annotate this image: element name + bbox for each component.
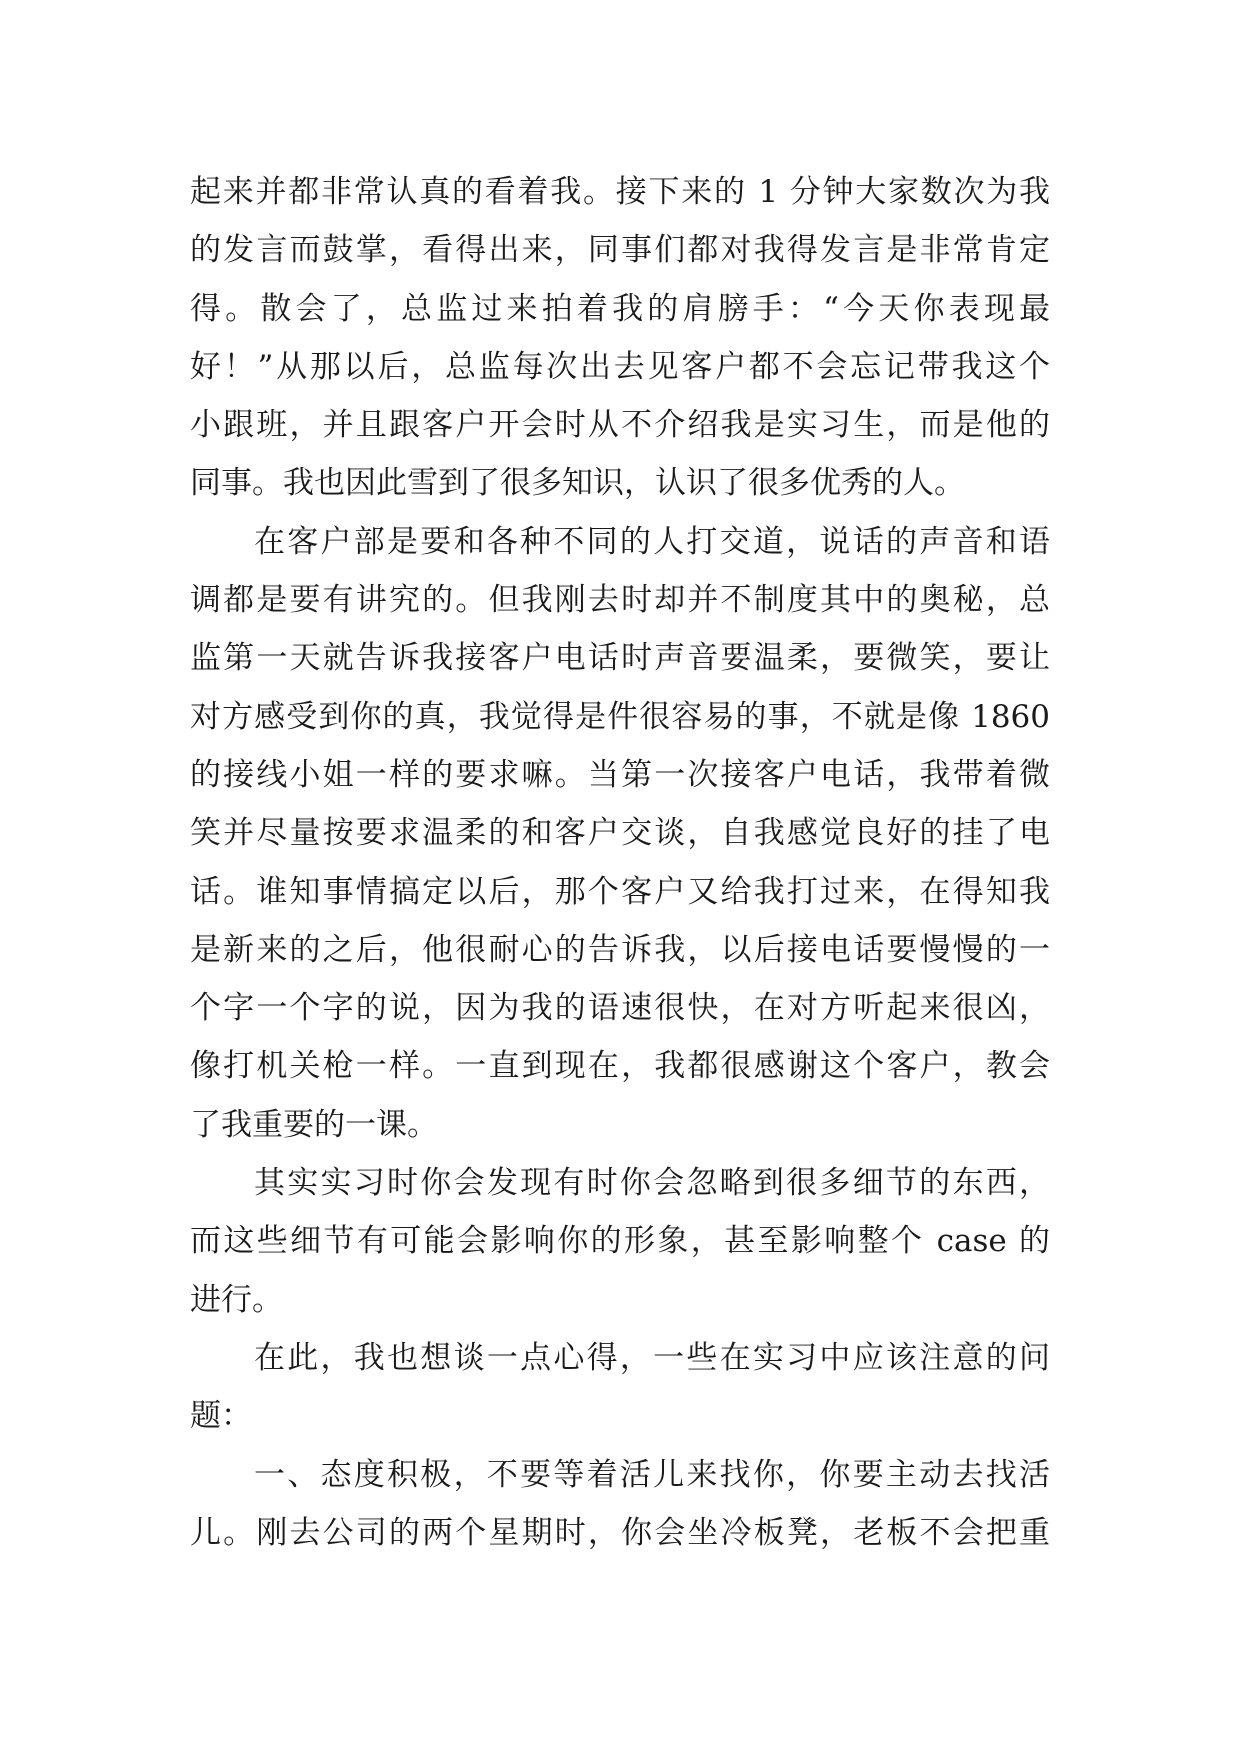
text-line: 是新来的之后，他很耐心的告诉我，以后接电话要慢慢的一 [190,931,1050,968]
document-body [190,163,1050,1562]
text-line: 小跟班，并且跟客户开会时从不介绍我是实习生，而是他的 [190,407,1050,444]
text-line: 一、态度积极，不要等着活儿来找你，你要主动去找活 [254,1456,1050,1493]
text-line: 好！”从那以后，总监每次出去见客户都不会忘记带我这个 [190,348,1050,385]
text-line: 儿。刚去公司的两个星期时，你会坐冷板凳，老板不会把重 [190,1514,1050,1551]
text-line: 监第一天就告诉我接客户电话时声音要温柔，要微笑，要让 [190,640,1050,677]
text-line: 调都是要有讲究的。但我刚去时却并不制度其中的奥秘，总 [190,582,1050,619]
text-line: 其实实习时你会发现有时你会忽略到很多细节的东西， [254,1165,1050,1202]
text-line: 的接线小姐一样的要求嘛。当第一次接客户电话，我带着微 [190,756,1050,793]
text-line: 起来并都非常认真的看着我。接下来的 1 分钟大家数次为我 [190,174,1050,210]
text-line: 像打机关枪一样。一直到现在，我都很感谢这个客户，教会 [190,1048,1050,1085]
text-line: 而这些细节有可能会影响你的形象，甚至影响整个 case 的 [190,1223,1050,1260]
text-line: 个字一个字的说，因为我的语速很快，在对方听起来很凶， [190,990,1050,1027]
text-line: 同事。我也因此雪到了很多知识，认识了很多优秀的人。 [190,465,965,502]
text-line: 的发言而鼓掌，看得出来，同事们都对我得发言是非常肯定 [190,232,1050,269]
text-line: 在此，我也想谈一点心得，一些在实习中应该注意的问 [254,1339,1050,1376]
text-line: 在客户部是要和各种不同的人打交道，说话的声音和语 [254,523,1050,560]
text-line: 了我重要的一课。 [190,1106,438,1143]
text-line: 对方感受到你的真，我觉得是件很容易的事，不就是像 1860 [190,698,1050,735]
text-line: 进行。 [190,1281,283,1318]
text-line: 笑并尽量按要求温柔的和客户交谈，自我感觉良好的挂了电 [190,815,1050,852]
text-line: 题： [190,1398,252,1435]
text-line: 话。谁知事情搞定以后，那个客户又给我打过来，在得知我 [190,873,1050,910]
text-line: 得。散会了，总监过来拍着我的肩膀手：“今天你表现最 [190,290,1050,327]
